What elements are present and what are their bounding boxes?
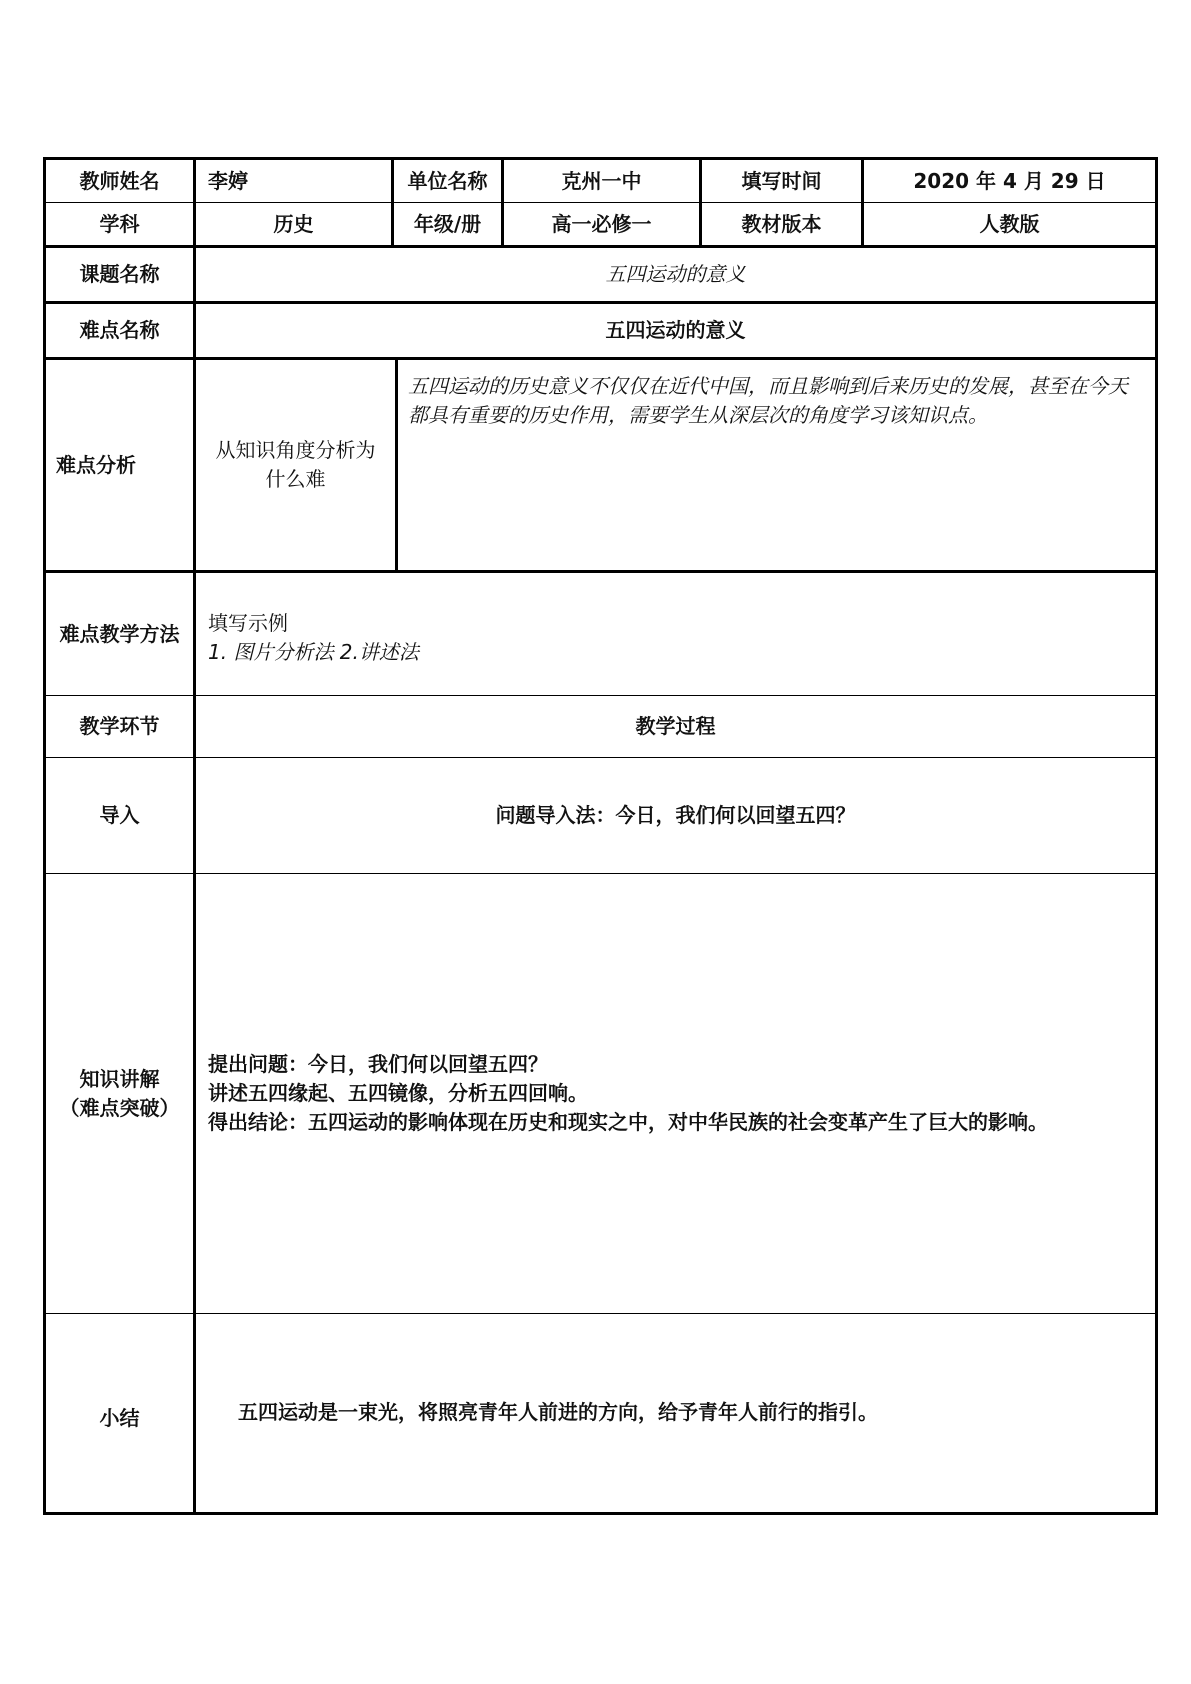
method-row — [45, 572, 1157, 696]
method-cell — [195, 572, 1157, 696]
explain-line-2: 讲述五四缘起、五四镜像，分析五四回响。 — [208, 1081, 588, 1105]
explain-label-line-2: （难点突破） — [59, 1095, 180, 1120]
edition-value: 人教版 — [863, 203, 1157, 247]
unit-name: 克州一中 — [503, 159, 701, 203]
process-step-label: 教学环节 — [45, 696, 195, 758]
lesson-plan-table — [43, 157, 1158, 1515]
header-row-1 — [45, 159, 1157, 203]
intro-row — [45, 758, 1157, 874]
process-header-row — [45, 696, 1157, 758]
analysis-row — [45, 359, 1157, 572]
edition-label: 教材版本 — [701, 203, 863, 247]
analysis-cell — [195, 359, 1157, 572]
process-label: 教学过程 — [195, 696, 1157, 758]
method-line-1: 填写示例 — [208, 611, 288, 635]
topic-value: 五四运动的意义 — [195, 247, 1157, 303]
analysis-label: 难点分析 — [45, 359, 195, 572]
summary-label: 小结 — [45, 1314, 195, 1514]
topic-row — [45, 247, 1157, 303]
explain-cell — [195, 874, 1157, 1314]
grade-label: 年级/册 — [393, 203, 503, 247]
explain-row — [45, 874, 1157, 1314]
topic-label: 课题名称 — [45, 247, 195, 303]
method-line-2: 1. 图片分析法 2.讲述法 — [208, 640, 419, 664]
subject-label: 学科 — [45, 203, 195, 247]
summary-row — [45, 1314, 1157, 1514]
intro-value: 问题导入法：今日，我们何以回望五四？ — [195, 758, 1157, 874]
date-label: 填写时间 — [701, 159, 863, 203]
subject-value: 历史 — [195, 203, 393, 247]
analysis-split — [196, 360, 1155, 570]
difficulty-row — [45, 303, 1157, 359]
unit-label: 单位名称 — [393, 159, 503, 203]
method-label: 难点教学方法 — [45, 572, 195, 696]
analysis-content: 五四运动的历史意义不仅仅在近代中国，而且影响到后来历史的发展，甚至在今天都具有重要的历史作用，需要学生从深层次的角度学习该知识点。 — [408, 374, 1128, 427]
summary-value: 五四运动是一束光，将照亮青年人前进的方向，给予青年人前行的指引。 — [195, 1314, 1157, 1514]
header-row-2 — [45, 203, 1157, 247]
explain-label — [45, 874, 195, 1314]
date-value: 2020 年 4 月 29 日 — [863, 159, 1157, 203]
grade-value: 高一必修一 — [503, 203, 701, 247]
explain-line-1: 提出问题：今日，我们何以回望五四？ — [208, 1052, 548, 1076]
explain-line-3: 得出结论：五四运动的影响体现在历史和现实之中，对中华民族的社会变革产生了巨大的影响。 — [208, 1110, 1048, 1134]
intro-label: 导入 — [45, 758, 195, 874]
teacher-label: 教师姓名 — [45, 159, 195, 203]
teacher-name: 李婷 — [195, 159, 393, 203]
explain-label-line-1: 知识讲解 — [79, 1066, 160, 1091]
difficulty-value: 五四运动的意义 — [195, 303, 1157, 359]
difficulty-label: 难点名称 — [45, 303, 195, 359]
analysis-reason: 从知识角度分析为什么难 — [196, 360, 398, 570]
